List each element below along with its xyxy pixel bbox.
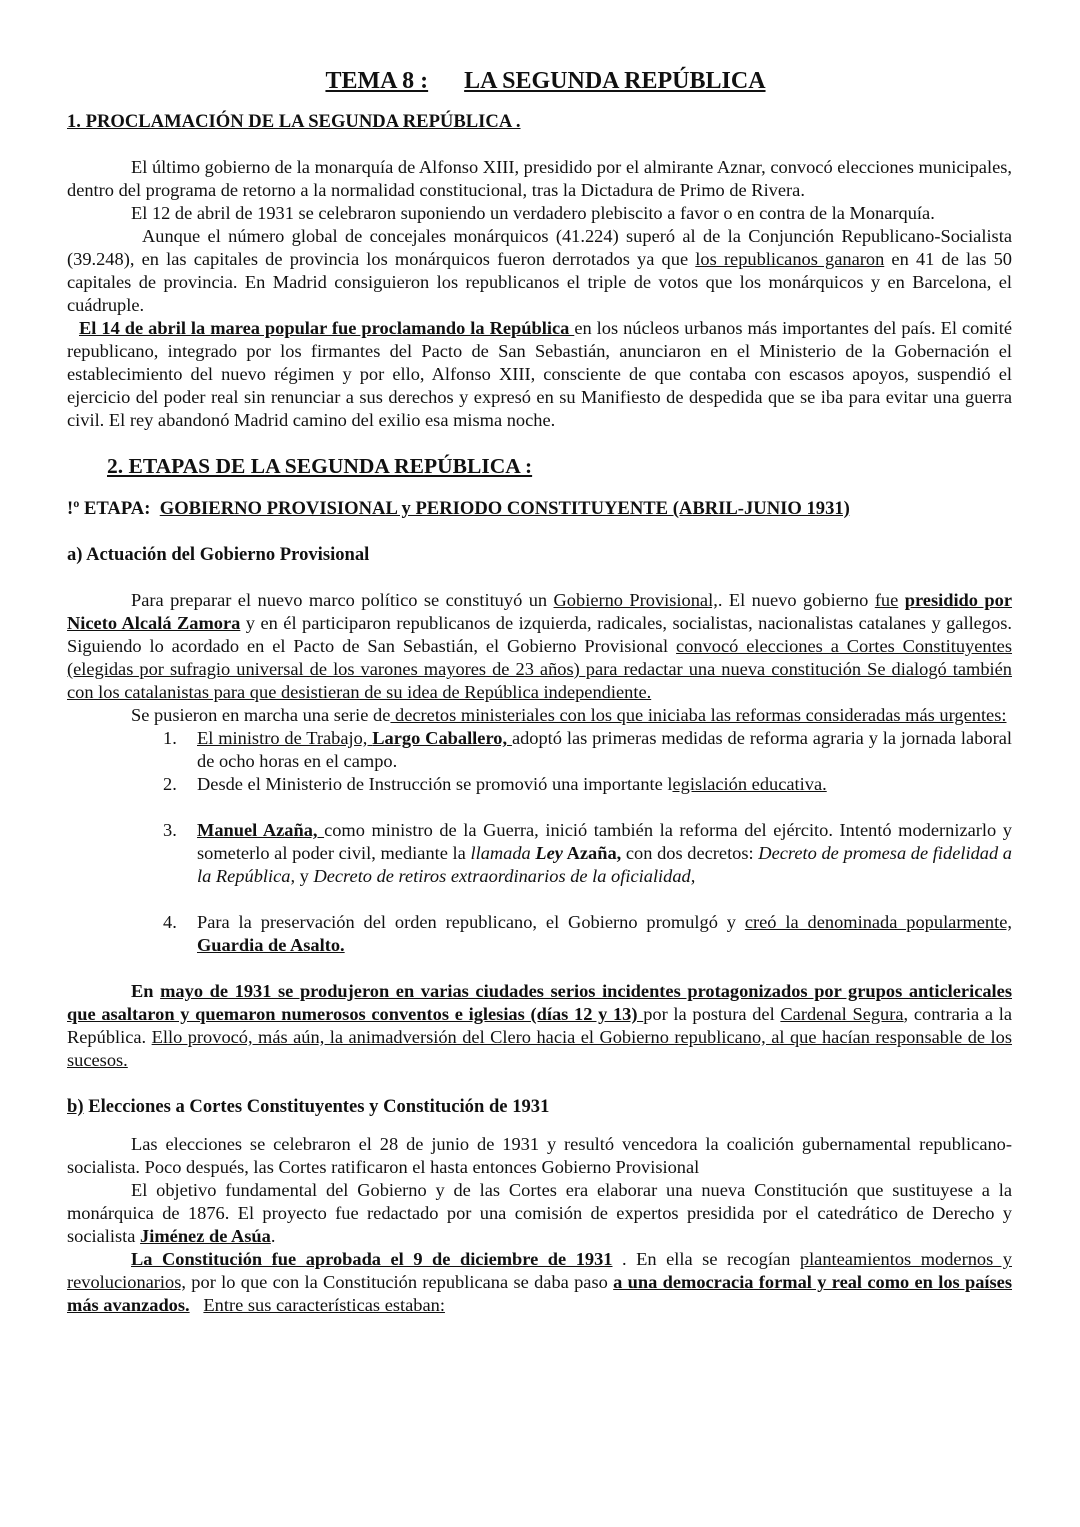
sa-paragraph-3: En mayo de 1931 se produjeron en varias ciudades serios incidentes protagonizados por grupos anticlericales que asaltaron y quemaron numerosos conventos e iglesias (días 12 y 13) por la postura del Cardenal Segura, contraria a la República. Ello provocó, más aún, la animadversión del Clero hacia el Gobierno republicano, al que hacían responsable de los sucesos. xyxy=(67,981,1013,1070)
title-name: LA SEGUNDA REPÚBLICA xyxy=(464,68,766,94)
sa-paragraph-2: Se pusieron en marcha una serie de decretos ministeriales con los que iniciaba las reformas consideradas más urgentes: xyxy=(131,705,1007,725)
title-tema: TEMA 8 : xyxy=(325,68,429,94)
sb-paragraph-3: La Constitución fue aprobada el 9 de diciembre de 1931 . En ella se recogían planteamientos modernos y revolucionarios, por lo que con la Constitución republicana se daba paso a una democracia formal y real como en los países más avanzados. Entre sus características estaban: xyxy=(67,1249,1013,1315)
list-item: 4. Para la preservación del orden republicano, el Gobierno promulgó y creó la denominada popularmente, Guardia de Asalto. xyxy=(163,912,1012,955)
s1-paragraph-4: El 14 de abril la marea popular fue proclamando la República en los núcleos urbanos más importantes del país. El comité republicano, integrado por los firmantes del Pacto de San Sebastián, anunciaron en el Ministerio de la Gobernación el establecimiento del nuevo régimen y por ello, Alfonso XIII, consciente de que contaba con escasos apoyos, suspendió el ejercicio del poder real sin renunciar a sus derechos y expresó en su Manifiesto de despedida que se iba para evitar una guerra civil. El rey abandonó Madrid camino del exilio esa misma noche. xyxy=(67,318,1012,430)
etapa-heading: !º ETAPA: GOBIERNO PROVISIONAL y PERIODO CONSTITUYENTE (ABRIL-JUNIO 1931) xyxy=(67,498,850,519)
section-2-heading: 2. ETAPAS DE LA SEGUNDA REPÚBLICA : xyxy=(107,454,533,478)
s1-paragraph-1: El último gobierno de la monarquía de Alfonso XIII, presidido por el almirante Aznar, convocó elecciones municipales, dentro del programa de retorno a la normalidad constitucional, tras la Dictadura de Primo de Rivera. xyxy=(67,157,1012,200)
reform-list xyxy=(67,727,1012,957)
list-item: 2. Desde el Ministerio de Instrucción se promovió una importante legislación educativa. xyxy=(163,774,827,794)
list-item: 1. El ministro de Trabajo, Largo Caballero, adoptó las primeras medidas de reforma agraria y la jornada laboral de ocho horas en el campo. xyxy=(163,728,1012,771)
s1-paragraph-3: Aunque el número global de concejales monárquicos (41.224) superó al de la Conjunción Republicano-Socialista (39.248), en las capitales de provincia los monárquicos fueron derrotados ya que los republicanos ganaron en 41 de las 50 capitales de provincia. En Madrid consiguieron los republicanos el triple de votos que los monárquicos y en Barcelona, el cuádruple. xyxy=(67,226,1012,315)
subsection-b-heading: b) Elecciones a Cortes Constituyentes y Constitución de 1931 xyxy=(67,1096,550,1117)
list-item: 3. Manuel Azaña, como ministro de la Guerra, inició también la reforma del ejército. Intentó modernizarlo y someterlo al poder civil, mediante la llamada Ley Azaña, con dos decretos: Decreto de promesa de fidelidad a la República, y Decreto de retiros extraordinarios de la oficialidad, xyxy=(163,820,1012,886)
page-title xyxy=(67,64,1012,98)
section-1-heading: 1. PROCLAMACIÓN DE LA SEGUNDA REPÚBLICA . xyxy=(67,111,521,132)
sb-paragraph-1: Las elecciones se celebraron el 28 de junio de 1931 y resultó vencedora la coalición gubernamental republicano-socialista. Poco después, las Cortes ratificaron el hasta entonces Gobierno Provisional xyxy=(67,1134,1012,1177)
s1-paragraph-2: El 12 de abril de 1931 se celebraron suponiendo un verdadero plebiscito a favor o en contra de la Monarquía. xyxy=(131,203,935,223)
subsection-a-heading: a) Actuación del Gobierno Provisional xyxy=(67,544,370,565)
sb-paragraph-2: El objetivo fundamental del Gobierno y de las Cortes era elaborar una nueva Constitución que sustituyese a la monárquica de 1876. El proyecto fue redactado por una comisión de expertos presidida por el catedrático de Derecho y socialista Jiménez de Asúa. xyxy=(67,1180,1012,1246)
sa-paragraph-1: Para preparar el nuevo marco político se constituyó un Gobierno Provisional,. El nuevo gobierno fue presidido por Niceto Alcalá Zamora y en él participaron republicanos de izquierda, radicales, socialistas, nacionalistas catalanes y gallegos. Siguiendo lo acordado en el Pacto de San Sebastián, el Gobierno Provisional convocó elecciones a Cortes Constituyentes (elegidas por sufragio universal de los varones mayores de 23 años) para redactar una nueva constitución Se dialogó también con los catalanistas para que desistieran de su idea de República independiente. xyxy=(67,590,1013,702)
